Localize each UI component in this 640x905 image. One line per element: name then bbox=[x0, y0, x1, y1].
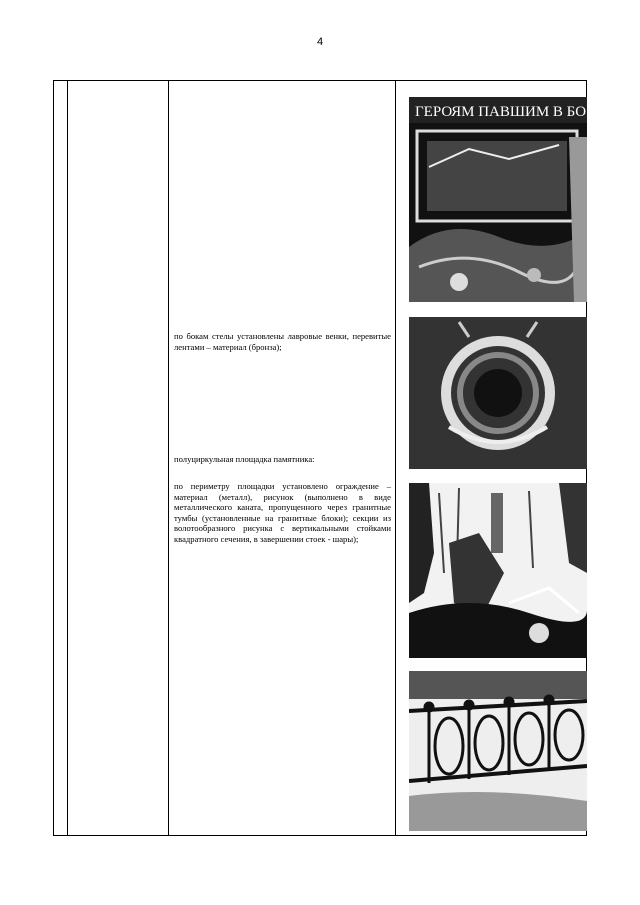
memorial-stele-photo bbox=[409, 97, 587, 302]
column-divider bbox=[67, 81, 68, 835]
laurel-wreath-photo bbox=[409, 317, 587, 469]
page-number: 4 bbox=[316, 36, 324, 48]
column-divider bbox=[168, 81, 169, 835]
column-divider bbox=[395, 81, 396, 835]
description-table bbox=[53, 80, 587, 836]
platform-heading: полуциркульная площадка памятника: bbox=[174, 454, 315, 464]
memorial-platform-photo bbox=[409, 483, 587, 658]
stele-inscription: ГЕРОЯМ ПАВШИМ В БО bbox=[415, 104, 587, 120]
fence-description: по периметру площадки установлено ограждение – материал (металл), рисунок (выполнено в виде металлического каната, пропущенного через гранитные тумбы (установленные на гранитные блоки); секции из волотообразного рисунка с вертикальными стойками квадратного сечения, в завершении стоек - шары); bbox=[174, 481, 391, 544]
metal-fence-photo bbox=[409, 671, 587, 831]
wreaths-description: по бокам стелы установлены лавровые венки, перевитые лентами – материал (бронза); bbox=[174, 331, 391, 352]
